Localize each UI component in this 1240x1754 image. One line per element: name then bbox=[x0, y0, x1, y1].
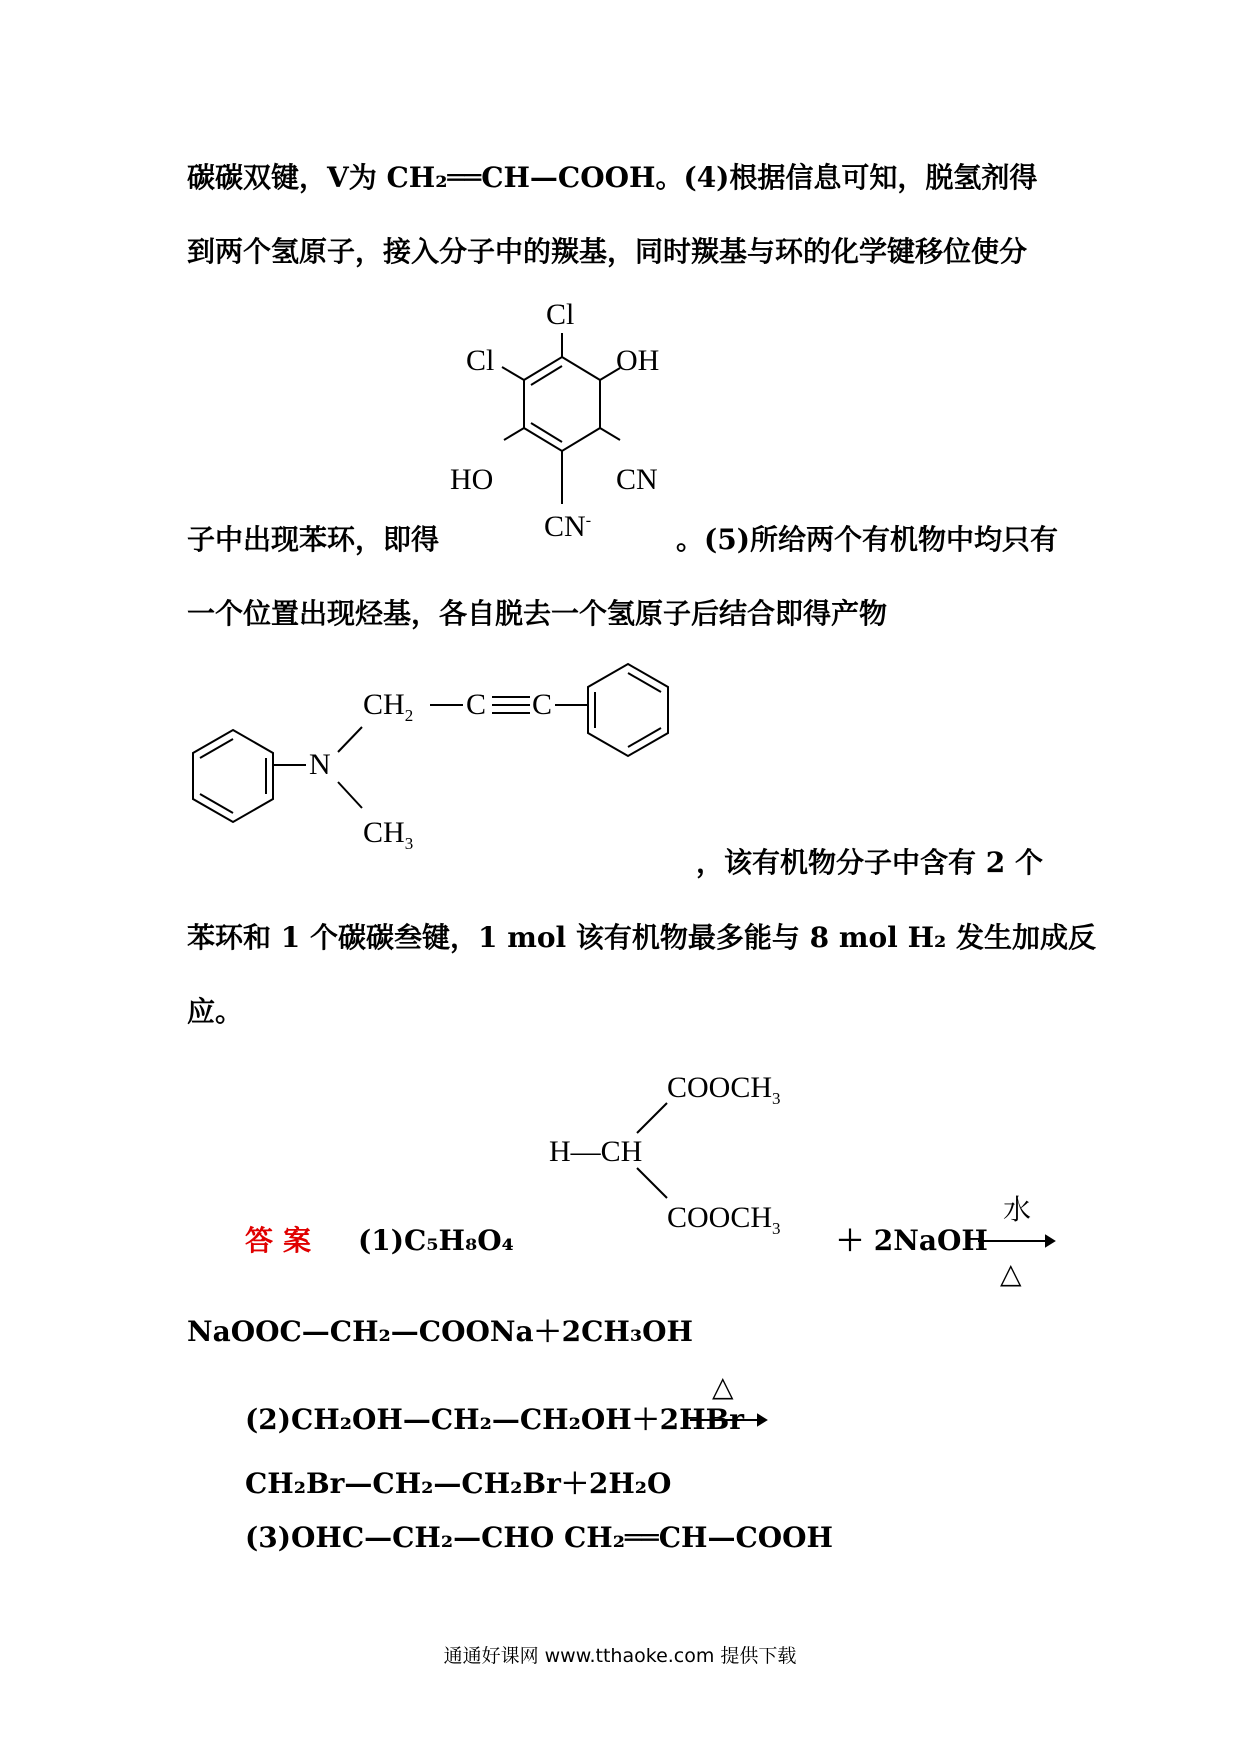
paragraph-line-1: 碳碳双键，V为 CH₂══CH—COOH。(4)根据信息可知，脱氢剂得 bbox=[187, 161, 1038, 194]
cn-bottom-label: CN- bbox=[544, 510, 592, 543]
malonate-mid-label: H—CH bbox=[549, 1135, 643, 1168]
footer-text: 通通好课网 www.tthaoke.com 提供下载 bbox=[443, 1645, 797, 1667]
cl-top-label: Cl bbox=[546, 298, 575, 331]
answer-product-1: NaOOC—CH₂—COONa＋2CH₃OH bbox=[187, 1315, 693, 1348]
condition-heat: △ bbox=[1000, 1257, 1022, 1290]
ho-label: HO bbox=[450, 463, 494, 496]
answer-part2: (2)CH₂OH—CH₂—CH₂OH＋2HBr bbox=[245, 1403, 745, 1436]
condition-water: 水 bbox=[1003, 1193, 1032, 1226]
paragraph-line-6: 苯环和 1 个碳碳叁键，1 mol 该有机物最多能与 8 mol H₂ 发生加成反 bbox=[187, 921, 1097, 954]
ch3-text: CH bbox=[363, 816, 405, 849]
answer-part1-formula: (1)C₅H₈O₄ bbox=[358, 1224, 514, 1257]
paragraph-line-2: 到两个氢原子，接入分子中的羰基，同时羰基与环的化学键移位使分 bbox=[187, 235, 1028, 268]
cn-bottom-text: CN bbox=[544, 510, 586, 543]
part2-condition-heat: △ bbox=[712, 1370, 734, 1403]
c1-label: C bbox=[466, 688, 487, 721]
reagent-naoh: ＋ 2NaOH bbox=[836, 1224, 988, 1257]
paragraph-line-7: 应。 bbox=[187, 995, 244, 1028]
ch2-text: CH bbox=[363, 688, 405, 721]
answer-part3: (3)OHC—CH₂—CHO CH₂══CH—COOH bbox=[245, 1521, 833, 1554]
answer-product-2: CH₂Br—CH₂—CH₂Br＋2H₂O bbox=[245, 1467, 672, 1500]
n-label: N bbox=[309, 748, 331, 781]
paragraph-line-4: 一个位置出现烃基，各自脱去一个氢原子后结合即得产物 bbox=[187, 597, 888, 630]
answer-label: 答案 bbox=[245, 1224, 322, 1257]
cn-right-label: CN bbox=[616, 463, 658, 496]
paragraph-line-3b: 。(5)所给两个有机物中均只有 bbox=[676, 523, 1058, 556]
ch2-sub: 2 bbox=[404, 706, 414, 725]
malonate-top-sub: 3 bbox=[772, 1089, 781, 1108]
paragraph-line-3a: 子中出现苯环，即得 bbox=[187, 523, 440, 556]
malonate-bottom-sub: 3 bbox=[772, 1219, 781, 1238]
cl-left-label: Cl bbox=[466, 344, 495, 377]
c2-label: C bbox=[532, 688, 553, 721]
ch3-sub: 3 bbox=[404, 834, 414, 853]
paragraph-line-5: ，该有机物分子中含有 2 个 bbox=[696, 846, 1043, 879]
malonate-top-text: COOCH bbox=[667, 1071, 773, 1104]
oh-label: OH bbox=[616, 344, 660, 377]
malonate-bottom-text: COOCH bbox=[667, 1201, 773, 1234]
